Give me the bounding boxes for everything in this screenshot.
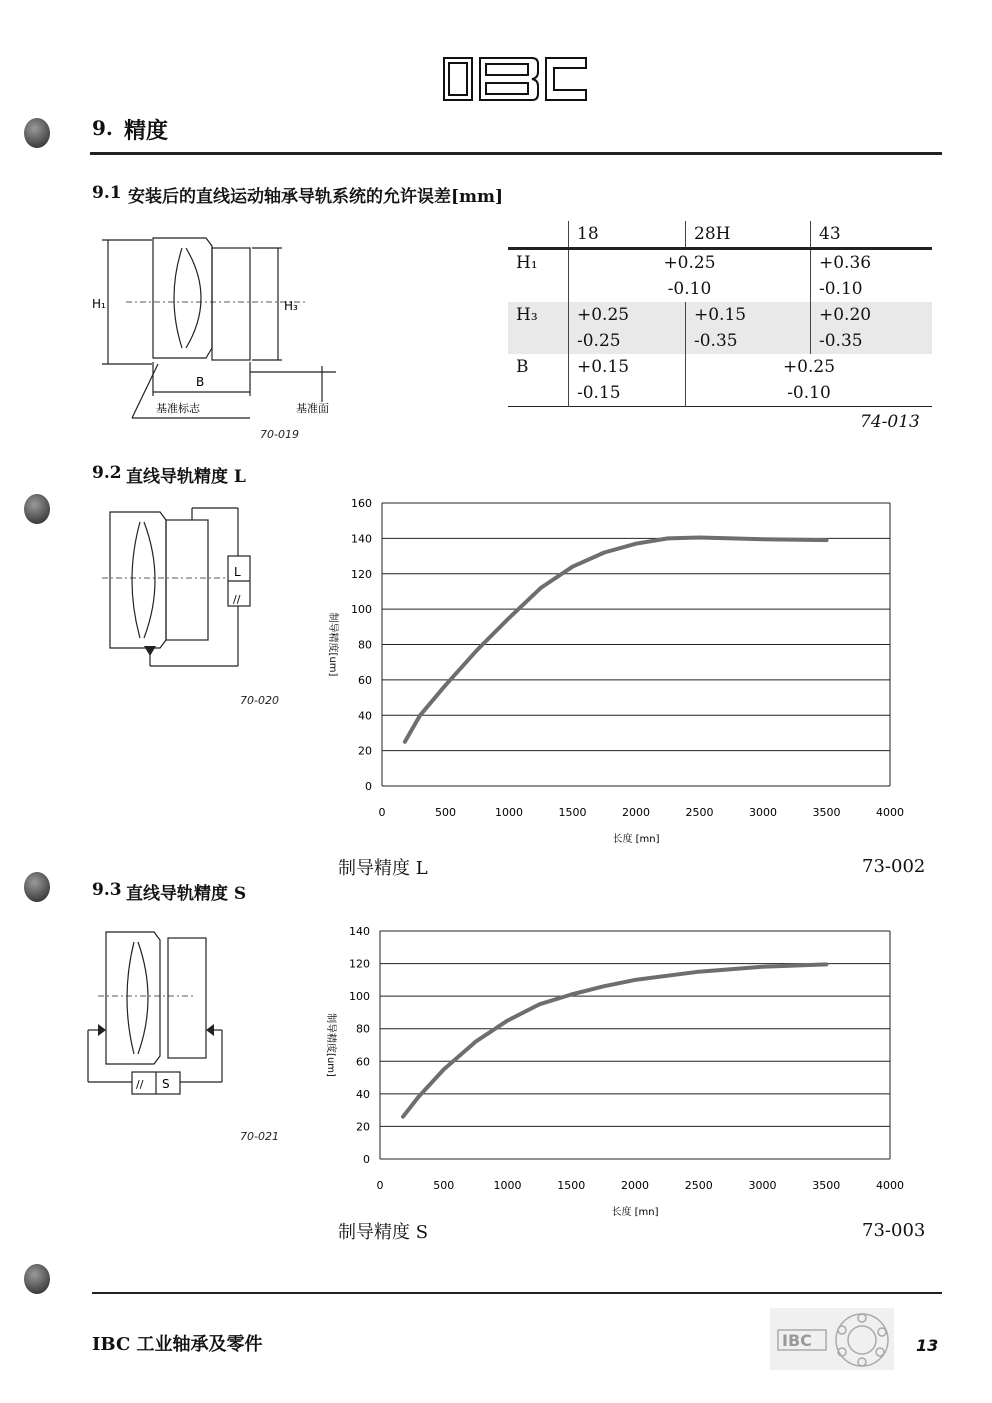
row-label: H₁ (516, 253, 538, 273)
box-label: S (162, 1077, 170, 1091)
y-tick-label: 40 (356, 1087, 370, 1101)
table-header-cell (508, 221, 569, 249)
y-tick-label: 120 (349, 957, 370, 971)
chart-guidance-accuracy-l (310, 488, 920, 853)
x-tick-label: 2000 (622, 806, 650, 819)
subsection-number: 9.1 (92, 183, 122, 203)
x-tick-label: 3000 (748, 1179, 777, 1192)
x-tick-label: 3500 (812, 806, 841, 819)
x-tick-label: 1500 (558, 806, 587, 819)
table-cell: -0.10 (569, 276, 811, 302)
table-ref: 74-013 (860, 412, 920, 432)
punch-hole (24, 872, 50, 902)
x-axis-label: 长度 [mn] (612, 834, 660, 845)
table-cell: -0.15 (569, 380, 686, 407)
x-tick-label: 1000 (493, 1179, 522, 1192)
tolerance-table (508, 221, 932, 407)
chart-ref: 73-002 (862, 856, 926, 877)
chart-ref: 73-003 (862, 1220, 926, 1241)
row-label: H₃ (516, 305, 538, 325)
subsection-number: 9.3 (92, 880, 122, 900)
series-line (405, 538, 827, 742)
y-tick-label: 160 (351, 497, 372, 510)
logo-text: IBC (440, 54, 442, 55)
subsection-title: 直线导轨精度 S (126, 884, 247, 904)
section-number: 9. (92, 116, 113, 140)
parallel-symbol: // (233, 593, 241, 606)
ibc-logo (440, 54, 590, 104)
y-tick-label: 40 (358, 709, 372, 723)
table-header-cell: 43 (811, 221, 933, 249)
punch-hole (24, 118, 50, 148)
parallelism-s-diagram (84, 928, 234, 1098)
subsection-title: 安装后的直线运动轴承导轨系统的允许误差[mm] (128, 187, 504, 207)
y-tick-label: 80 (356, 1022, 370, 1036)
y-tick-label: 0 (363, 1153, 370, 1166)
chart-caption: 制导精度 L (338, 858, 428, 879)
parallel-symbol: // (136, 1078, 144, 1091)
x-tick-label: 500 (433, 1179, 455, 1192)
y-tick-label: 20 (358, 744, 372, 758)
table-cell: +0.20 (811, 302, 933, 328)
figure-number: 70-019 (260, 428, 299, 441)
y-tick-label: 140 (351, 532, 372, 546)
x-tick-label: 2500 (685, 806, 714, 819)
figure-number: 70-020 (240, 694, 279, 707)
footer-logo (770, 1308, 894, 1370)
divider (90, 152, 942, 155)
subsection-title: 直线导轨精度 L (126, 467, 246, 487)
b-label: B (196, 375, 205, 389)
table-cell: +0.25 (569, 302, 686, 328)
x-tick-label: 1000 (495, 806, 523, 819)
x-tick-label: 3000 (749, 806, 777, 819)
x-tick-label: 3500 (812, 1179, 841, 1192)
x-tick-label: 4000 (876, 1179, 904, 1192)
y-tick-label: 20 (356, 1120, 370, 1134)
x-tick-label: 2000 (621, 1179, 649, 1192)
parallelism-l-diagram (100, 506, 270, 674)
row-label: B (516, 357, 529, 377)
page-number: 13 (916, 1336, 939, 1355)
table-cell: -0.10 (811, 276, 933, 302)
x-tick-label: 4000 (876, 806, 904, 819)
x-tick-label: 2500 (684, 1179, 713, 1192)
table-cell: -0.10 (686, 380, 933, 407)
y-axis-label: 制导精度[um] (327, 612, 338, 677)
table-cell: +0.25 (686, 354, 933, 380)
y-tick-label: 80 (358, 638, 372, 652)
y-tick-label: 60 (356, 1055, 370, 1069)
y-axis-label: 制导精度[um] (325, 1013, 336, 1077)
footer-title: IBC 工业轴承及零件 (92, 1334, 263, 1355)
table-header-cell: 28H (686, 221, 811, 249)
punch-hole (24, 1264, 50, 1294)
mounting-diagram (86, 226, 346, 444)
h1-label: H₁ (92, 297, 106, 311)
x-tick-label: 1500 (557, 1179, 586, 1192)
x-tick-label: 0 (376, 1179, 384, 1192)
subsection-number: 9.2 (92, 463, 122, 483)
section-title: 精度 (124, 118, 169, 144)
table-cell: +0.15 (569, 354, 686, 380)
y-tick-label: 140 (349, 925, 370, 938)
y-tick-label: 60 (358, 673, 372, 687)
footer-divider (92, 1292, 942, 1294)
table-cell: +0.36 (811, 249, 933, 277)
ref-surface-label: 基准面 (296, 402, 329, 415)
chart-guidance-accuracy-s (306, 918, 918, 1218)
y-tick-label: 0 (365, 780, 372, 793)
h3-label: H₃ (284, 299, 298, 313)
x-tick-label: 500 (435, 806, 456, 819)
box-label: L (234, 565, 241, 579)
table-cell: -0.25 (569, 328, 686, 354)
table-cell: +0.25 (569, 249, 811, 277)
x-tick-label: 0 (378, 806, 386, 819)
punch-hole (24, 494, 50, 524)
table-cell: -0.35 (811, 328, 933, 354)
table-cell: +0.15 (686, 302, 811, 328)
table-header-cell: 18 (569, 221, 686, 249)
figure-number: 70-021 (240, 1130, 279, 1143)
y-tick-label: 100 (349, 990, 370, 1004)
chart-caption: 制导精度 S (338, 1222, 429, 1243)
y-tick-label: 100 (351, 603, 372, 617)
y-tick-label: 120 (351, 567, 372, 581)
x-axis-label: 长度 [mn] (611, 1207, 659, 1218)
footer-logo-text: IBC (782, 1331, 812, 1350)
ref-mark-label: 基准标志 (156, 402, 200, 415)
table-cell: -0.35 (686, 328, 811, 354)
